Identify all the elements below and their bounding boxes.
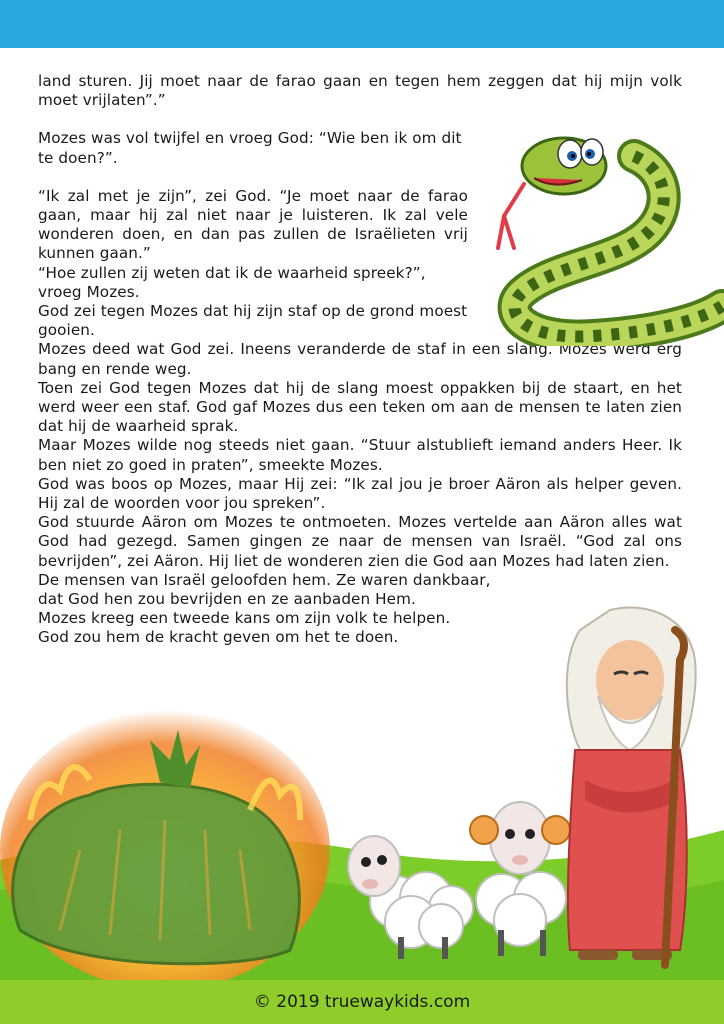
paragraph: Mozes deed wat God zei. Ineens veranderde de staf in een slang. Mozes werd erg bang en rende weg. <box>38 340 682 378</box>
paragraph: Mozes was vol twijfel en vroeg God: “Wie ben ik om dit te doen?”. <box>38 129 462 167</box>
paragraph: Maar Mozes wilde nog steeds niet gaan. “Stuur alstublieft iemand anders Heer. Ik ben niet zo goed in praten”, smeekte Mozes. <box>38 436 682 474</box>
paragraph: Toen zei God tegen Mozes dat hij de slang moest oppakken bij de staart, en het werd weer een staf. God gaf Mozes dus een teken om aan de mensen te laten zien dat hij de waarheid sprak. <box>38 378 682 436</box>
paragraph-line: Mozes kreeg een tweede kans om zijn volk te helpen. <box>38 609 451 628</box>
paragraph: God was boos op Mozes, maar Hij zei: “Ik zal jou je broer Aäron als helper geven. Hij zal de woorden voor jou spreken”. <box>38 474 682 513</box>
footer-bar <box>0 980 724 1024</box>
burning-bush-illustration <box>0 700 330 990</box>
paragraph-line: dat God hen zou bevrijden en ze aanbaden Hem. <box>38 590 416 609</box>
paragraph: God stuurde Aäron om Mozes te ontmoeten. Mozes vertelde aan Aäron alles wat God had gezegd. Samen gingen ze naar de mensen van Israël. “God zal ons bevrijden”, zei Aäron. Hij liet de wonderen zien die God aan Mozes had laten zien. <box>38 513 682 570</box>
paragraph: God zei tegen Mozes dat hij zijn staf op de grond moest gooien. <box>38 302 468 340</box>
snake-illustration <box>484 116 724 346</box>
paragraph: land sturen. Jij moet naar de farao gaan en tegen hem zeggen dat hij mijn volk moet vrijlaten”.” <box>38 72 682 110</box>
paragraph: “Hoe zullen zij weten dat ik de waarheid spreek?”, vroeg Mozes. <box>38 263 426 301</box>
copyright-text: © 2019 truewaykids.com <box>253 992 471 1012</box>
paragraph-line: De mensen van Israël geloofden hem. Ze waren dankbaar, <box>38 570 491 589</box>
moses-illustration <box>530 600 724 970</box>
paragraph: “Ik zal met je zijn”, zei God. “Je moet naar de farao gaan, maar hij zal niet naar je luisteren. Ik zal vele wonderen doen, en dan pas zullen de Israëlieten vrij kunnen gaan.” <box>38 186 468 263</box>
paragraph-line: God zou hem de kracht geven om het te doen. <box>38 628 399 647</box>
top-banner <box>0 0 724 48</box>
